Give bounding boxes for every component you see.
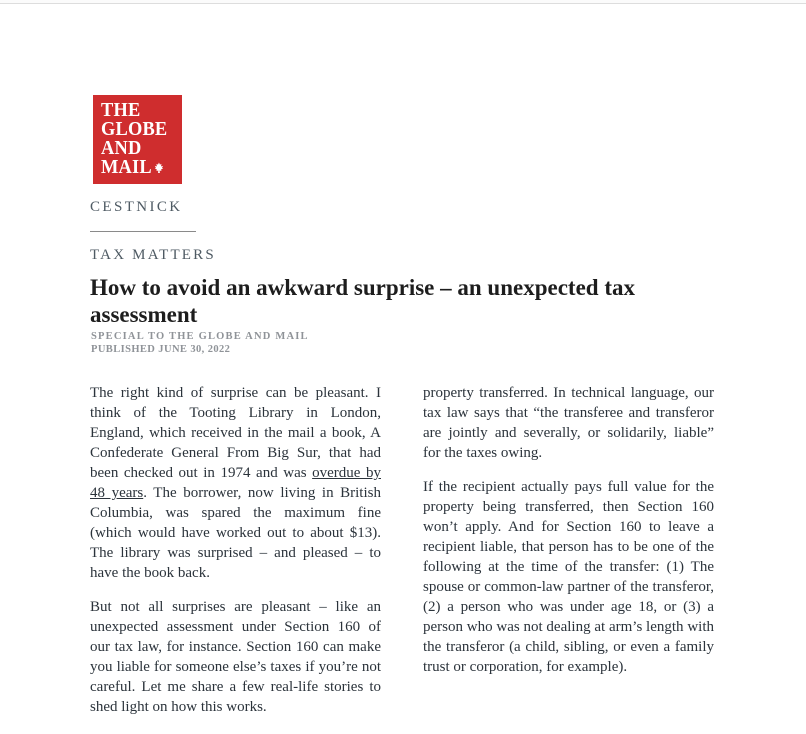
page-top-divider — [0, 0, 806, 4]
maple-leaf-icon — [154, 159, 165, 178]
author-rule-divider — [90, 231, 196, 232]
left-column — [90, 383, 381, 731]
paragraph: property transferred. In technical language, our tax law says that “the transferee and transferor are jointly and severally, or solidarily, liable” for the taxes owing. — [423, 385, 714, 461]
globe-and-mail-logo[interactable] — [93, 95, 182, 184]
overdue-by-48-years-link[interactable]: overdue by 48 years — [90, 465, 381, 501]
paragraph — [90, 383, 381, 583]
logo-line: MAIL — [101, 158, 176, 178]
section-label: TAX MATTERS — [90, 247, 216, 263]
article-body — [90, 383, 714, 731]
logo-line: THE — [101, 99, 141, 121]
paragraph-text: The right kind of surprise can be pleasant. I think of the Tooting Library in London, England, which received in the mail a book, A Confederate General From Big Sur, that had been checked out in 1974 and was — [90, 385, 381, 481]
author-name: CESTNICK — [90, 199, 183, 215]
headline: How to avoid an awkward surprise – an unexpected tax assessment — [90, 275, 636, 327]
paragraph-text: . The borrower, now living in British Columbia, was spared the maximum fine (which would have worked out to about $13). The library was surprised – and pleased – to have the book back. — [90, 485, 381, 581]
right-column — [423, 383, 714, 731]
published-date: PUBLISHED JUNE 30, 2022 — [91, 344, 231, 355]
logo-line: AND — [101, 137, 142, 159]
paragraph: But not all surprises are pleasant – like an unexpected assessment under Section 160 of our tax law, for instance. Section 160 can make you liable for someone else’s taxes if you’re not careful. Let me share a few real-life stories to shed light on how this works. — [90, 599, 381, 715]
logo-line: GLOBE — [101, 118, 168, 140]
byline: SPECIAL TO THE GLOBE AND MAIL — [91, 331, 309, 342]
paragraph: If the recipient actually pays full value for the property being transferred, then Section 160 won’t apply. And for Section 160 to leave a recipient liable, that person has to be one of the following at the time of the transfer: (1) The spouse or common-law partner of the transferor, (2) a person who was under age 18, or (3) a person who was not dealing at arm’s length with the transferor (a child, sibling, or even a family trust or corporation, for example). — [423, 479, 714, 675]
